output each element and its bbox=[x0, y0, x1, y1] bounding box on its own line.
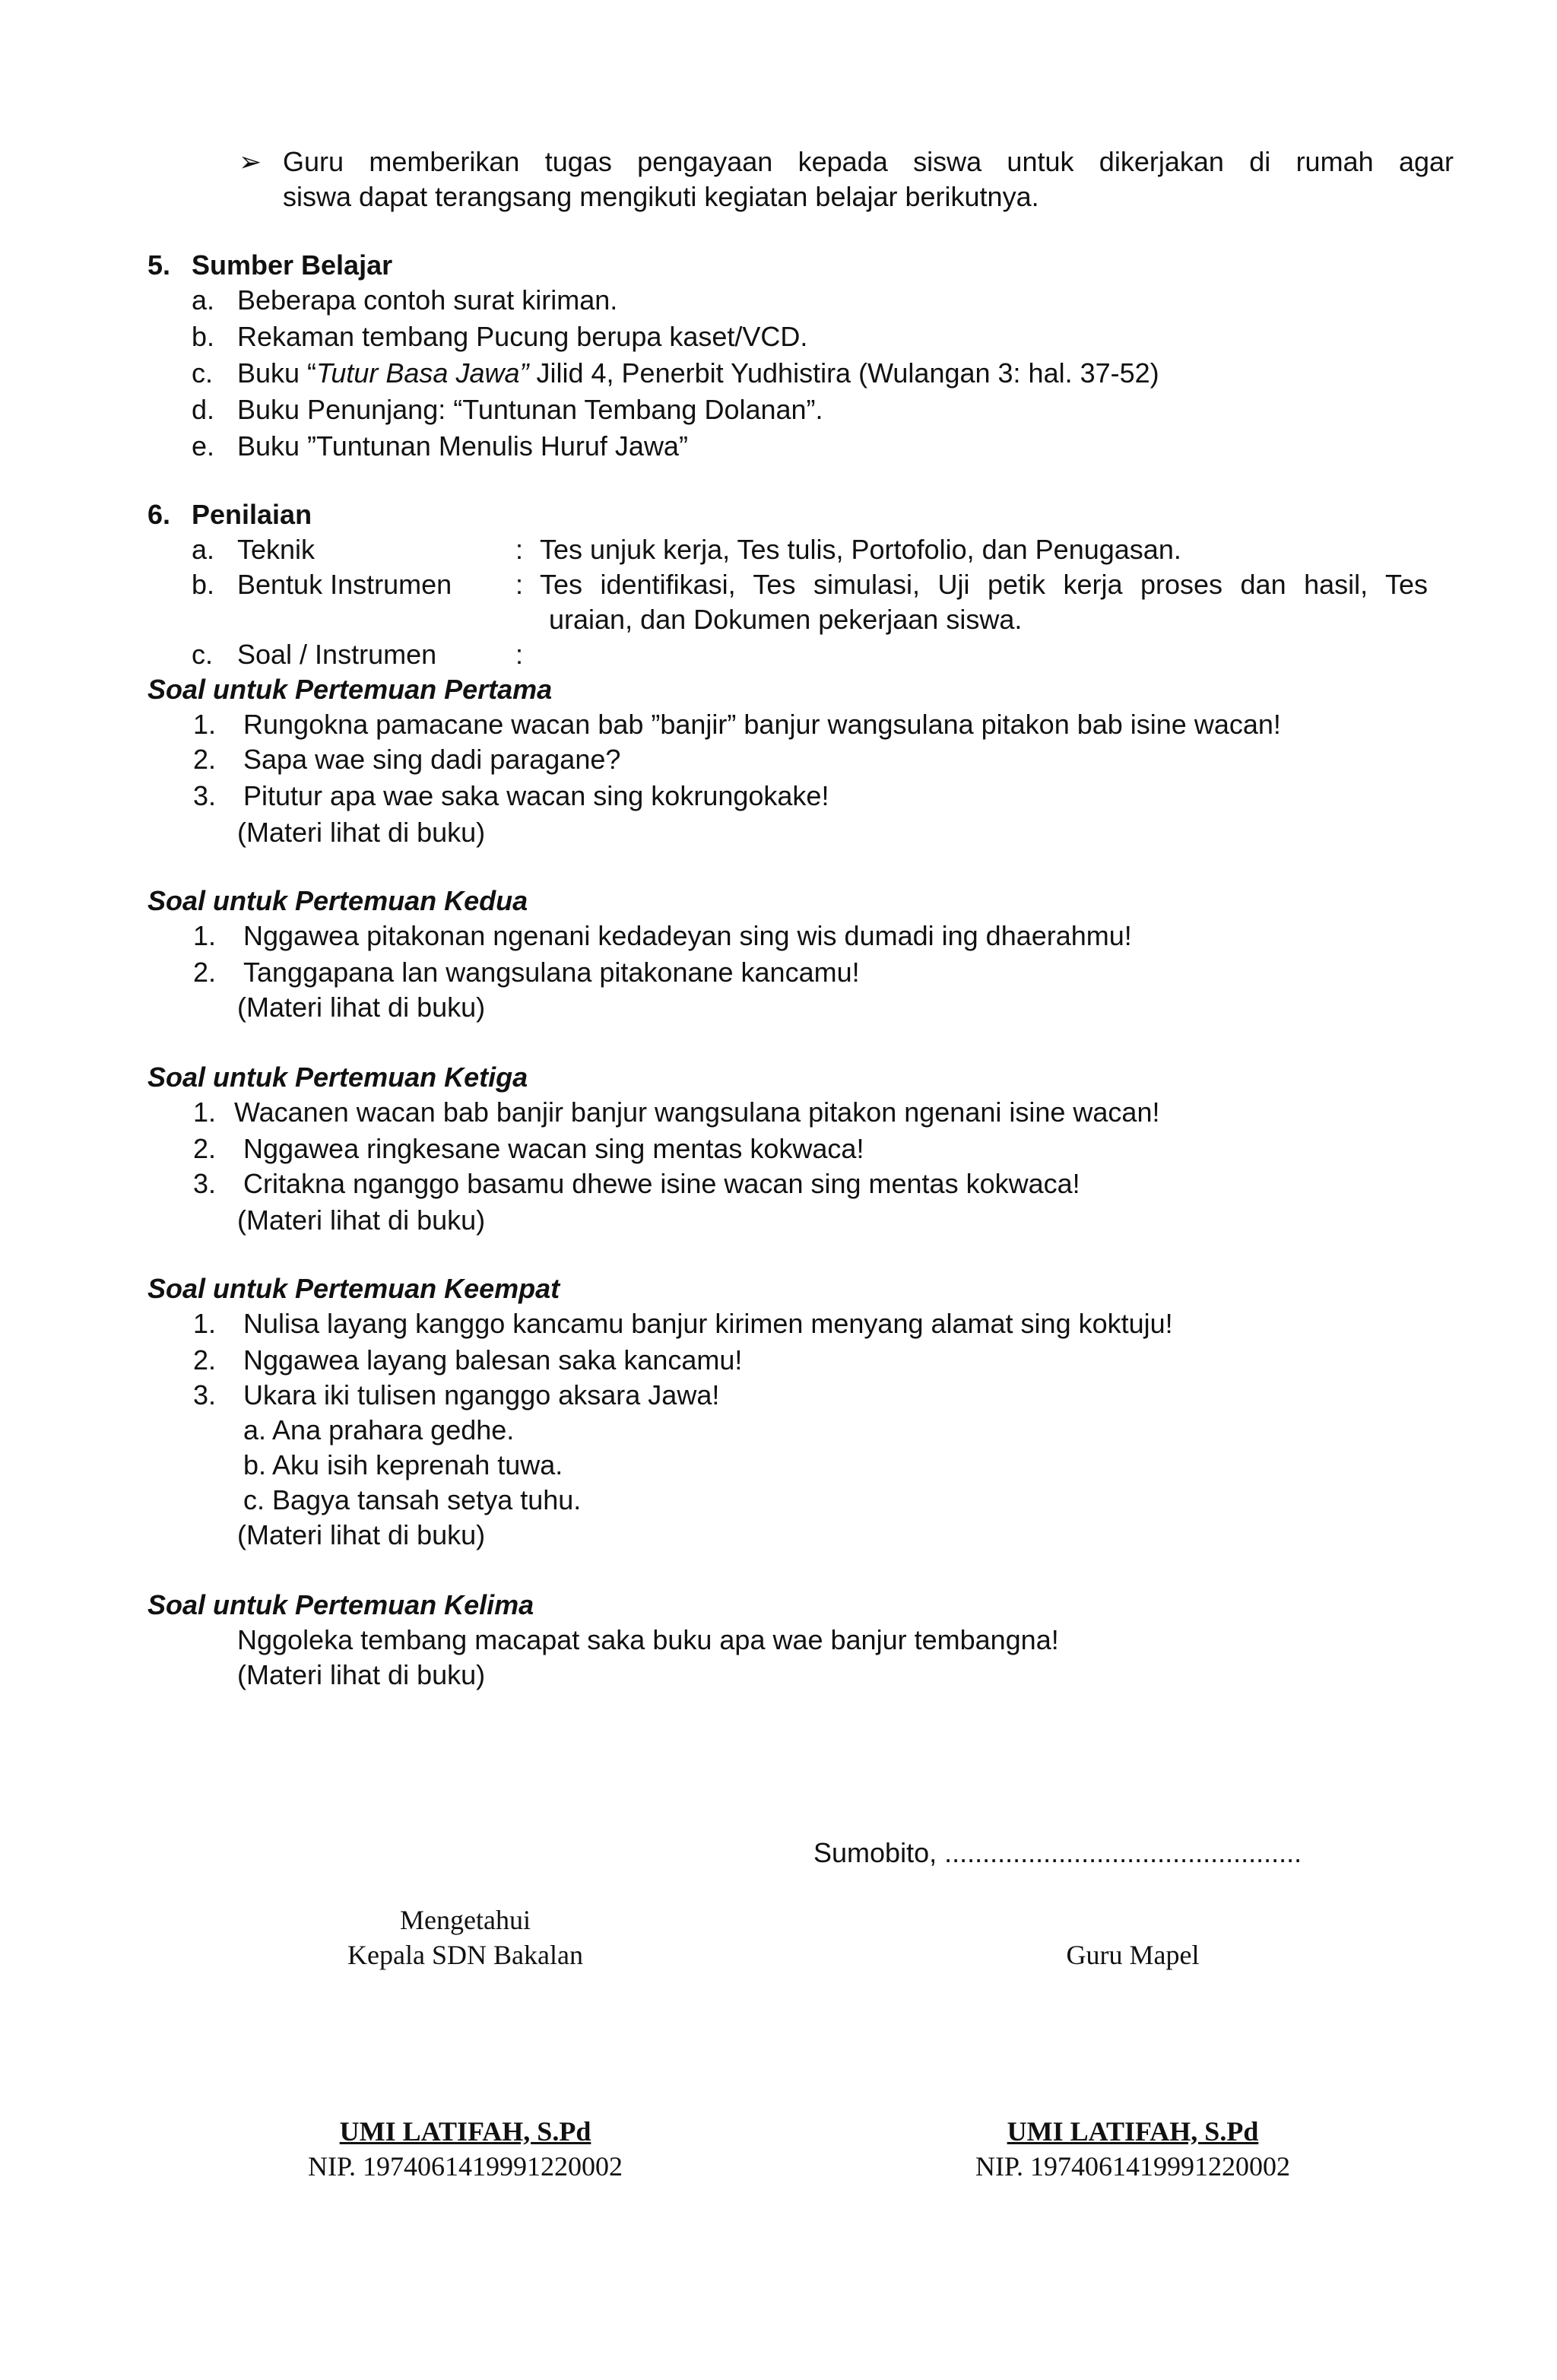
signature-right-line: Guru Mapel bbox=[1066, 1940, 1200, 1970]
sumber-d-text: Buku Penunjang: “Tuntunan Tembang Dolanan”. bbox=[237, 394, 823, 425]
penilaian-b-value: Tes identifikasi, Tes simulasi, Uji petik kerja proses dan hasil, Tes bbox=[540, 569, 1428, 600]
p2-item-1-num: 1. bbox=[193, 920, 217, 951]
pertemuan-5-title: Soal untuk Pertemuan Kelima bbox=[147, 1589, 534, 1620]
sumber-d-letter: d. bbox=[192, 394, 215, 425]
sumber-a-letter: a. bbox=[192, 284, 215, 316]
p4-item-1-text: Nulisa layang kanggo kancamu banjur kirimen menyang alamat sing koktuju! bbox=[243, 1308, 1173, 1339]
p1-item-1-text: Rungokna pamacane wacan bab ”banjir” banjur wangsulana pitakon bab isine wacan! bbox=[243, 709, 1281, 740]
penilaian-a-value: Tes unjuk kerja, Tes tulis, Portofolio, dan Penugasan. bbox=[540, 534, 1181, 565]
section-5-number: 5. bbox=[147, 249, 171, 281]
pertemuan-3-title: Soal untuk Pertemuan Ketiga bbox=[147, 1061, 528, 1093]
section-5-title: Sumber Belajar bbox=[192, 249, 393, 281]
sumber-c-text bbox=[237, 356, 1159, 391]
pertemuan-1-title: Soal untuk Pertemuan Pertama bbox=[147, 674, 553, 705]
p3-item-3-num: 3. bbox=[193, 1168, 217, 1199]
p1-item-1-num: 1. bbox=[193, 709, 217, 740]
left-name-text: UMI LATIFAH, S.Pd bbox=[339, 2116, 591, 2147]
p3-item-2-text: Nggawea ringkesane wacan sing mentas kokwaca! bbox=[243, 1133, 864, 1164]
p4-item-1-num: 1. bbox=[193, 1308, 217, 1339]
section-6-number: 6. bbox=[147, 499, 171, 530]
p3-item-1-num: 1. bbox=[193, 1096, 217, 1128]
intro-line-1: Guru memberikan tugas pengayaan kepada siswa untuk dikerjakan di rumah agar bbox=[283, 146, 1454, 177]
p4-subitem-c: c. Bagya tansah setya tuhu. bbox=[243, 1484, 582, 1515]
penilaian-b-label: Bentuk Instrumen bbox=[237, 569, 452, 600]
penilaian-c-label: Soal / Instrumen bbox=[237, 639, 437, 670]
sumber-c-pre: Buku “ bbox=[237, 357, 317, 389]
penilaian-a-label: Teknik bbox=[237, 534, 316, 565]
p4-item-2-num: 2. bbox=[193, 1344, 217, 1376]
sumber-b-text: Rekaman tembang Pucung berupa kaset/VCD. bbox=[237, 321, 808, 352]
signature-left-nip: NIP. 1974061419991220002 bbox=[307, 2151, 623, 2182]
intro-line-2: siswa dapat terangsang mengikuti kegiatan belajar berikutnya. bbox=[283, 181, 1039, 212]
p3-item-2-num: 2. bbox=[193, 1133, 217, 1164]
p1-item-3-text: Pitutur apa wae saka wacan sing kokrungokake! bbox=[243, 780, 829, 811]
signature-left-line-1: Mengetahui bbox=[400, 1905, 531, 1935]
p2-item-2-text: Tanggapana lan wangsulana pitakonane kancamu! bbox=[243, 957, 860, 988]
penilaian-b-value-2: uraian, dan Dokumen pekerjaan siswa. bbox=[549, 604, 1023, 635]
p3-item-3-text: Critakna nganggo basamu dhewe isine wacan sing mentas kokwaca! bbox=[243, 1168, 1080, 1199]
p3-item-1-text: Wacanen wacan bab banjir banjur wangsulana pitakon ngenani isine wacan! bbox=[234, 1096, 1160, 1128]
p1-item-2-text: Sapa wae sing dadi paragane? bbox=[243, 744, 621, 775]
p2-note: (Materi lihat di buku) bbox=[237, 992, 486, 1023]
p1-item-3-num: 3. bbox=[193, 780, 217, 811]
penilaian-b-colon: : bbox=[515, 569, 524, 600]
p2-item-1-text: Nggawea pitakonan ngenani kedadeyan sing wis dumadi ing dhaerahmu! bbox=[243, 920, 1132, 951]
p4-note: (Materi lihat di buku) bbox=[237, 1519, 486, 1550]
p4-item-2-text: Nggawea layang balesan saka kancamu! bbox=[243, 1344, 743, 1376]
signature-left-line-2: Kepala SDN Bakalan bbox=[347, 1940, 583, 1970]
sumber-c-post: Jilid 4, Penerbit Yudhistira (Wulangan 3: hal. 37-52) bbox=[528, 357, 1159, 389]
sumber-a-text: Beberapa contoh surat kiriman. bbox=[237, 284, 618, 316]
penilaian-a-colon: : bbox=[515, 534, 524, 565]
p4-subitem-b: b. Aku isih keprenah tuwa. bbox=[243, 1449, 563, 1480]
sumber-c-letter: c. bbox=[192, 357, 214, 389]
penilaian-a-letter: a. bbox=[192, 534, 215, 565]
p2-item-2-num: 2. bbox=[193, 957, 217, 988]
p4-item-3-text: Ukara iki tulisen nganggo aksara Jawa! bbox=[243, 1379, 720, 1411]
pertemuan-4-title: Soal untuk Pertemuan Keempat bbox=[147, 1273, 560, 1304]
signature-left-name bbox=[237, 2114, 693, 2149]
sumber-c-italic: Tutur Basa Jawa” bbox=[316, 357, 529, 389]
sumber-e-letter: e. bbox=[192, 430, 215, 462]
p5-text: Nggoleka tembang macapat saka buku apa wae banjur tembangna! bbox=[237, 1624, 1059, 1655]
right-name-text: UMI LATIFAH, S.Pd bbox=[1007, 2116, 1259, 2147]
place-date: Sumobito, ............................................... bbox=[813, 1837, 1302, 1868]
p1-note: (Materi lihat di buku) bbox=[237, 817, 486, 848]
p4-item-3-num: 3. bbox=[193, 1379, 217, 1411]
sumber-e-text: Buku ”Tuntunan Menulis Huruf Jawa” bbox=[237, 430, 688, 462]
p4-subitem-a: a. Ana prahara gedhe. bbox=[243, 1414, 515, 1445]
p1-item-2-num: 2. bbox=[193, 744, 217, 775]
pertemuan-2-title: Soal untuk Pertemuan Kedua bbox=[147, 885, 528, 916]
signature-right-nip: NIP. 1974061419991220002 bbox=[975, 2151, 1291, 2182]
penilaian-b-letter: b. bbox=[192, 569, 215, 600]
penilaian-c-colon: : bbox=[515, 639, 524, 670]
bullet-arrow-icon: ➢ bbox=[239, 146, 262, 177]
p3-note: (Materi lihat di buku) bbox=[237, 1204, 486, 1236]
sumber-b-letter: b. bbox=[192, 321, 215, 352]
penilaian-c-letter: c. bbox=[192, 639, 214, 670]
signature-right-name bbox=[905, 2114, 1361, 2149]
p5-note: (Materi lihat di buku) bbox=[237, 1659, 486, 1690]
section-6-title: Penilaian bbox=[192, 499, 312, 530]
